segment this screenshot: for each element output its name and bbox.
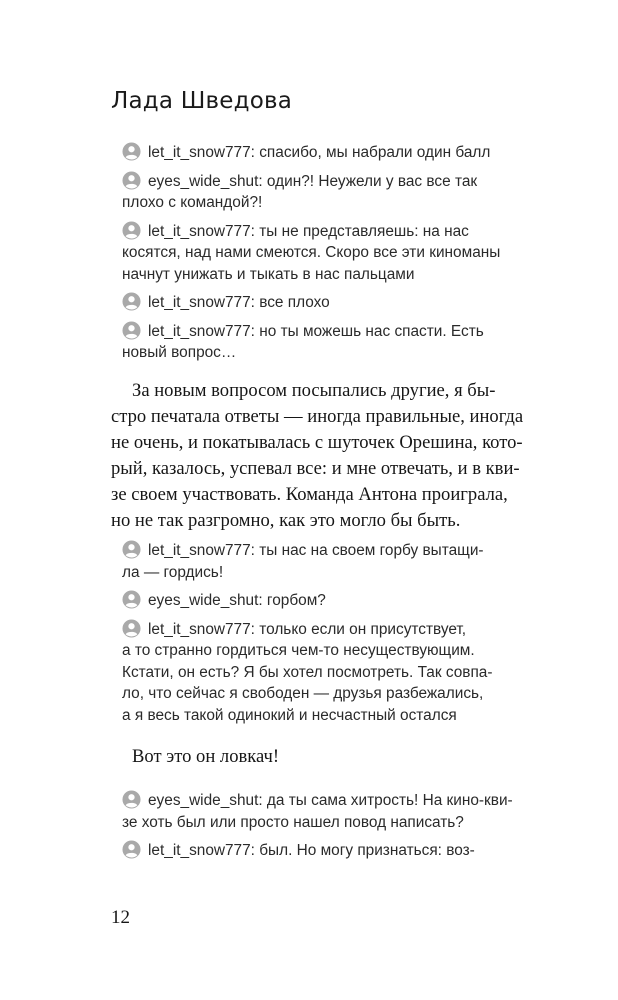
user-avatar-icon (122, 619, 141, 638)
chat-message-text: eyes_wide_shut: один?! Неужели у вас все так плохо с командой?! (122, 172, 478, 211)
chat-message-text: let_it_snow777: ты нас на своем горбу вытащи- ла — гордись! (122, 542, 484, 581)
chat-message (122, 292, 522, 314)
chat-message-text: let_it_snow777: спасибо, мы набрали один балл (148, 144, 491, 161)
chat-block-2 (122, 540, 522, 726)
user-avatar-icon (122, 840, 141, 859)
chat-block-1 (122, 142, 522, 364)
chat-message-text: eyes_wide_shut: да ты сама хитрость! На кино-кви- зе хоть был или просто нашел повод написать? (122, 792, 513, 831)
user-avatar-icon (122, 790, 141, 809)
running-head-author: Лада Шведова (111, 88, 293, 114)
body-paragraph: Вот это он ловкач! (132, 746, 280, 767)
chat-message (122, 221, 522, 286)
prose-paragraph-1 (111, 378, 536, 534)
prose-paragraph-2 (111, 744, 536, 770)
chat-message-text: let_it_snow777: все плохо (148, 294, 330, 311)
user-avatar-icon (122, 221, 141, 240)
chat-message (122, 142, 522, 164)
user-avatar-icon (122, 292, 141, 311)
chat-message (122, 171, 522, 214)
user-avatar-icon (122, 540, 141, 559)
chat-message (122, 790, 522, 833)
user-avatar-icon (122, 321, 141, 340)
chat-message-text: let_it_snow777: только если он присутствует, а то странно гордиться чем-то несуществующим. Кстати, он есть? Я бы хотел посмотреть. Так совпа- ло, что сейчас я свободен — друзья разбежались, а я весь такой одинокий и несчастный остался (122, 620, 493, 724)
user-avatar-icon (122, 142, 141, 161)
page-number: 12 (111, 907, 130, 928)
chat-message-text: let_it_snow777: но ты можешь нас спасти. Есть новый вопрос… (122, 322, 484, 361)
chat-message (122, 619, 522, 727)
user-avatar-icon (122, 590, 141, 609)
chat-message (122, 540, 522, 583)
chat-block-3 (122, 790, 522, 862)
chat-message-text: eyes_wide_shut: горбом? (148, 592, 326, 609)
chat-message-text: let_it_snow777: был. Но могу признаться: воз- (148, 842, 475, 859)
chat-message (122, 840, 522, 862)
chat-message-text: let_it_snow777: ты не представляешь: на нас косятся, над нами смеются. Скоро все эти киноманы начнут унижать и тыкать в нас пальцами (122, 222, 501, 283)
chat-message (122, 321, 522, 364)
chat-message (122, 590, 522, 612)
body-paragraph: За новым вопросом посыпались другие, я бы- стро печатала ответы — иногда правильные, иногда не очень, и покатывалась с шуточек Орешина, кото- рый, казалось, успевал все: и мне отвечать, и в кви- зе своем участвовать. Команда Антона проиграла, но не так разгромно, как это могло бы быть. (111, 380, 524, 531)
user-avatar-icon (122, 171, 141, 190)
